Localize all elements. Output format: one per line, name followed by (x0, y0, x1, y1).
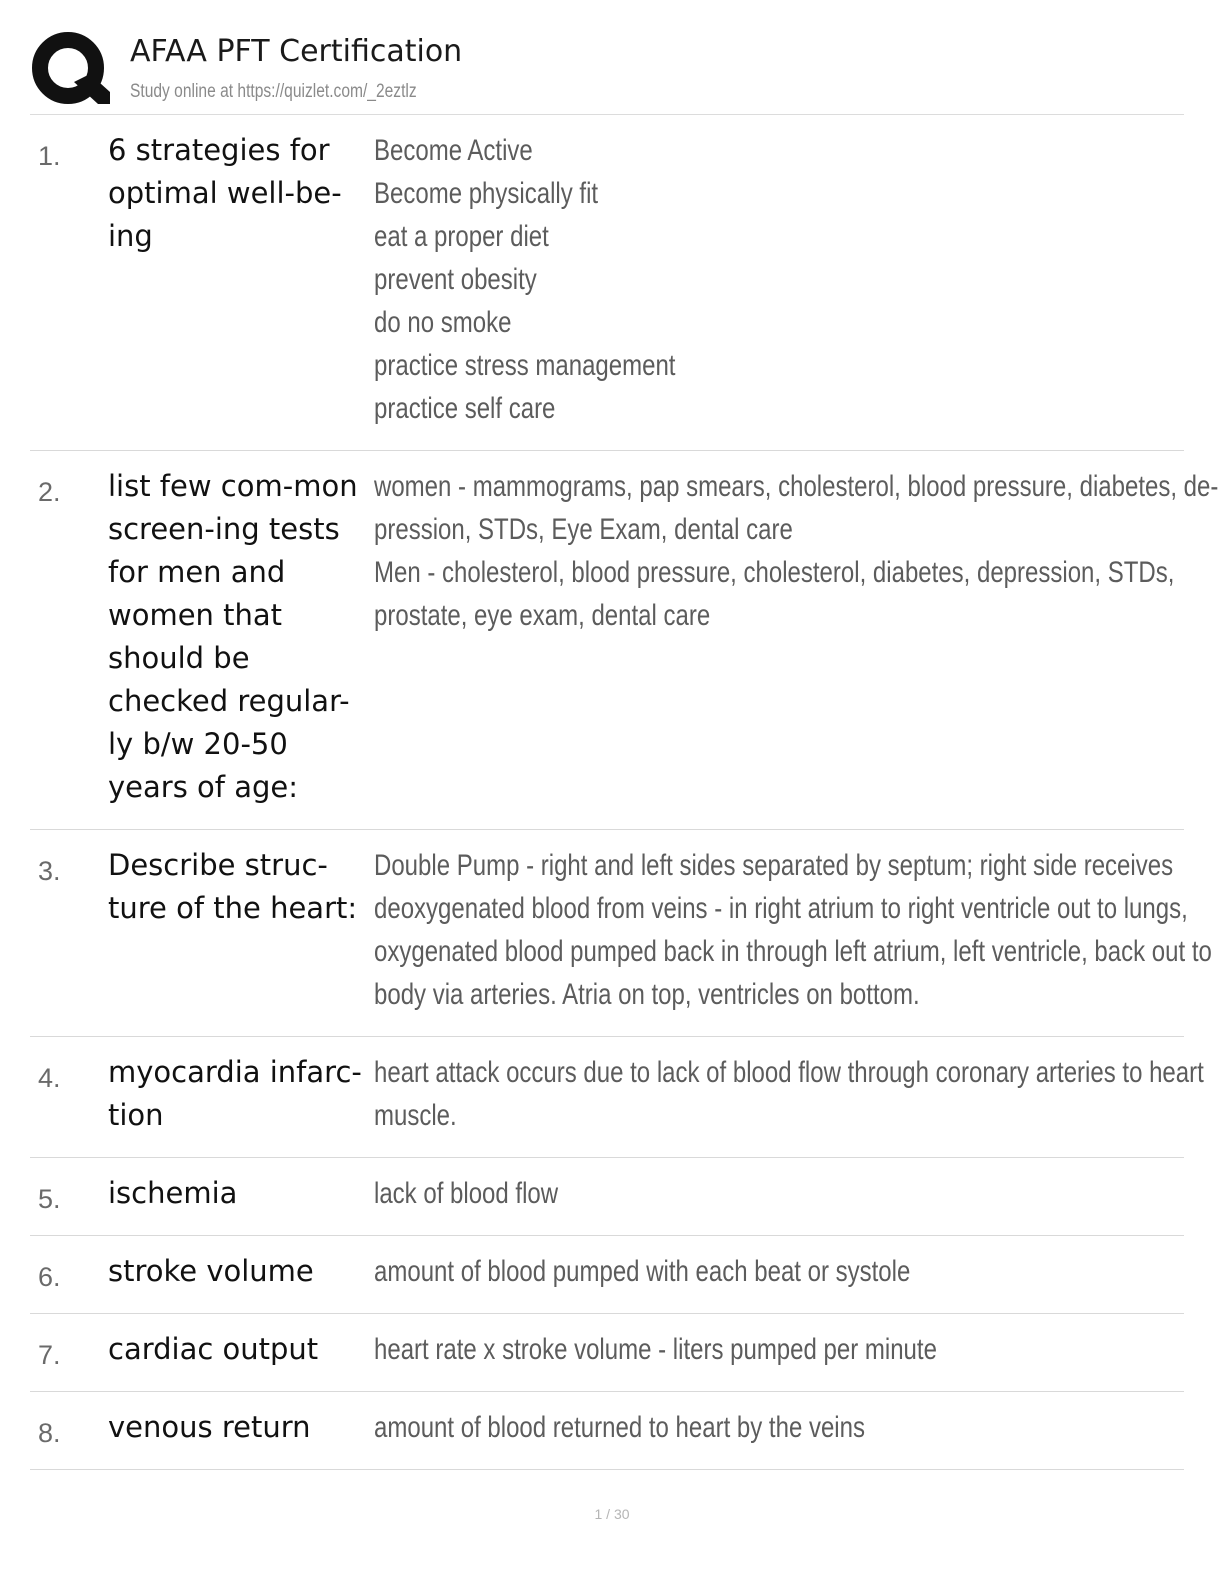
definition-line: Double Pump - right and left sides separated by septum; right side receives (374, 849, 1174, 882)
flashcard-row (30, 115, 1184, 451)
card-definition (374, 1406, 1126, 1449)
card-term: cardiac output (108, 1332, 319, 1366)
page-number: 1 / 30 (594, 1506, 630, 1522)
quizlet-logo-icon (30, 30, 110, 110)
definition-line: body via arteries. Atria on top, ventricles on bottom. (374, 978, 920, 1011)
definition-line: heart attack occurs due to lack of blood flow through coronary arteries to heart (374, 1056, 1204, 1089)
card-term: myocardia infarc-tion (108, 1055, 362, 1132)
definition-line: amount of blood returned to heart by the veins (374, 1411, 865, 1444)
page-header (30, 28, 1184, 115)
flashcard-row (30, 830, 1212, 1037)
definition-line: lack of blood flow (374, 1177, 559, 1210)
flashcard-row (30, 1037, 1204, 1158)
flashcard-row (30, 1236, 1184, 1314)
card-definition (374, 1250, 1126, 1293)
definition-line: Become Active (374, 134, 533, 167)
card-term: 6 strategies for optimal well-be-ing (108, 133, 342, 253)
card-number: 5. (38, 1184, 61, 1214)
definition-line: deoxygenated blood from veins - in right atrium to right ventricle out to lungs, (374, 892, 1188, 925)
flashcard-row (30, 451, 1219, 830)
flashcard-row (30, 1314, 1184, 1392)
card-number: 3. (38, 856, 61, 886)
card-number: 7. (38, 1340, 61, 1370)
definition-line: prevent obesity (374, 263, 537, 296)
card-number: 4. (38, 1063, 61, 1093)
card-term: Describe struc-ture of the heart: (108, 848, 358, 925)
definition-line: muscle. (374, 1099, 457, 1132)
card-number: 8. (38, 1418, 61, 1448)
definition-line: women - mammograms, pap smears, cholesterol, blood pressure, diabetes, de- (374, 470, 1219, 503)
study-online-link[interactable]: Study online at https://quizlet.com/_2eztlz (130, 81, 417, 102)
flashcard-list (30, 115, 1219, 1470)
definition-line: prostate, eye exam, dental care (374, 599, 711, 632)
card-number: 1. (38, 141, 61, 171)
definition-line: Become physically fit (374, 177, 599, 210)
definition-line: pression, STDs, Eye Exam, dental care (374, 513, 793, 546)
card-term: ischemia (108, 1176, 238, 1210)
card-term: list few com-mon screen-ing tests for men and women that should be checked regular-ly b/w 20-50 years of age: (108, 469, 358, 804)
card-definition (374, 844, 1212, 1016)
definition-line: practice stress management (374, 349, 676, 382)
card-definition (374, 465, 1219, 637)
definition-line: do no smoke (374, 306, 512, 339)
document-title: AFAA PFT Certification (130, 34, 463, 69)
flashcard-row (30, 1392, 1184, 1470)
card-definition (374, 1328, 1126, 1371)
definition-line: eat a proper diet (374, 220, 549, 253)
definition-line: heart rate x stroke volume - liters pumped per minute (374, 1333, 937, 1366)
flashcard-row (30, 1158, 1184, 1236)
card-definition (374, 129, 1126, 430)
card-term: stroke volume (108, 1254, 314, 1288)
card-term: venous return (108, 1410, 311, 1444)
definition-line: practice self care (374, 392, 556, 425)
definition-line: oxygenated blood pumped back in through left atrium, left ventricle, back out to (374, 935, 1212, 968)
card-definition (374, 1172, 1126, 1215)
definition-line: amount of blood pumped with each beat or systole (374, 1255, 911, 1288)
card-number: 2. (38, 477, 61, 507)
definition-line: Men - cholesterol, blood pressure, cholesterol, diabetes, depression, STDs, (374, 556, 1175, 589)
card-definition (374, 1051, 1204, 1137)
card-number: 6. (38, 1262, 61, 1292)
